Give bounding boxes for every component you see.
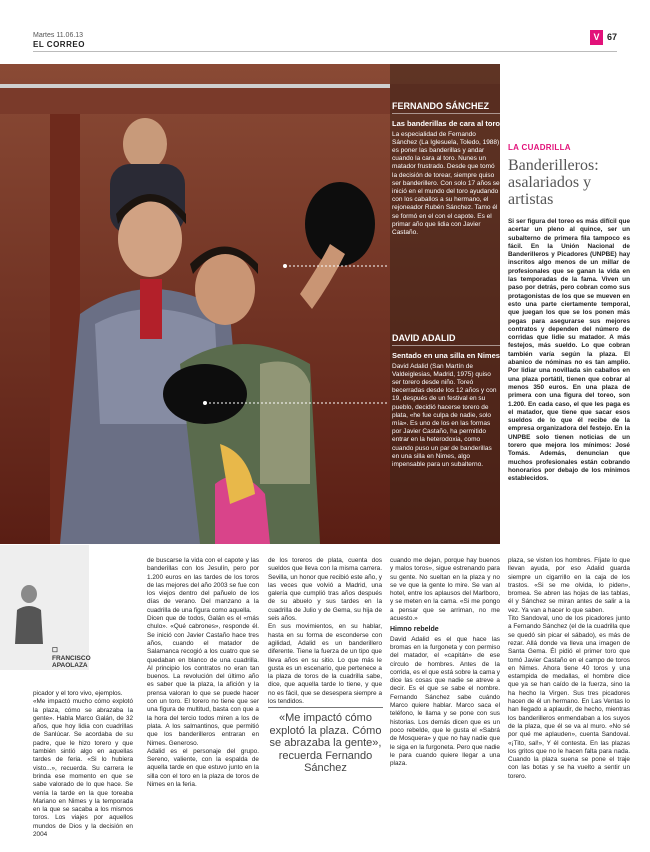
caption-rule — [392, 345, 500, 346]
caption-david-adalid — [392, 333, 500, 469]
body-column-4 — [390, 557, 500, 847]
paragraph: plaza, se visten los hombres. Fíjate lo que llevan ayuda, por eso Adalid guarda siempre un cigarrillo en la caja de los trastos. «Si se me olvida, lo piden», bromea. Se abren las hojas de las tablas, él y Sánchez se miran antes de salir a la vez. Ya van a hacer lo que saben. — [508, 557, 630, 614]
pull-quote: «Me impactó cómo explotó la plaza. Cómo se abrazaba la gente», recuerda Fernando Sánchez — [269, 712, 382, 774]
section-tag: LA CUADRILLA — [508, 143, 571, 152]
paragraph: de los toreros de plata, cuenta dos sueldos que lleva con la misma carrera. Sevilla, un honor que recibió este año, y las veces que volvió a Madrid, una galería que cumplió tras años después de su abuelo y sus tardes en la cuadrilla de Julio y de Gema, su hija de seis años. — [268, 557, 382, 623]
body-column-5 — [508, 557, 630, 847]
caption-body: La especialidad de Fernando Sánchez (La Iglesuela, Toledo, 1988) es poner las banderillas y andar cuando la cara al toro. Nunes un matador frustrado. Desde que tomó la decisión de torear, siempre quiso ser banderillero. Con solo 17 años se inició en el mundo del toro ayudando con los caballos a su hermano, el rejoneador Rubén Sánchez. Tamo él se formó en el con el capote. Es el primar año que lidia con Javier Castaño. — [392, 130, 500, 236]
author-byline — [52, 647, 97, 670]
author-avatar — [12, 582, 46, 644]
paragraph: Dicen que de todos, Galán es el «más chulo». «Qué cabrones», responde él. Se inició con Javier Castaño hace tres años, cuando el matador de Salamanca recogió a los cuatro que se quedaban en blanco de una cuadrilla. Al principio los contratos no eran tan buenos. La revolución del último año es saber que la plaza, la afición y la prensa valoran lo que se puede hacer con un toro. El torero no tiene que ser una figura de multitud, basta con que a la hora del tercio todos miren a los de plata. A los salmantinos, que permitió que los banderilleros entraran en Nimes. Generoso. — [147, 615, 259, 747]
subheading: Himno rebelde — [390, 626, 439, 634]
paragraph: de buscarse la vida con el capote y las banderillas con los Jesulín, pero por 1.200 euros en las tardes de los toros de las mejores del año 2003 se fue con los viejos dentro del pañuelo de los días de verano. Del manzano a la cuadrilla de una figura como aquella. — [147, 557, 259, 614]
author-name: APAOLAZA — [52, 662, 88, 669]
caption-body: David Adalid (San Martín de Valdeiglesias, Madrid, 1975) quiso ser torero desde niño. Toreó becerradas desde los 12 años y con 19, después de un festival en su pueblo, decidió hacerse torero de plata, «he fue culpa de nadie, solo mía». Es uno de los en las formas por Javier Castaño, ha permitido entrar en la heterodoxia, como cuando puso un par de banderillas en una silla en Nimes, algo impensable para un subalterno. — [392, 362, 497, 468]
paragraph: En sus movimientos, en su hablar, hasta en su forma de esconderse con agilidad, Adalid es un banderillero diferente. Tiene la fuerza de un tipo que lleva años en su sitio. Lo que más le gusta es un escenario, que pertenece a la plaza de toros de la cuadrilla sabe, dice, que aquella tarde lo tiene, y que no es fácil, que se desespera siempre a los tendidos. — [268, 623, 382, 706]
section-badge: V — [590, 30, 603, 45]
body-column-2 — [147, 557, 259, 789]
paragraph: David Adalid es el que hace las bromas en la furgoneta y con permiso del matador, el «capitán» de ese círculo de hombres. Antes de la corrida, es el que está sobre la cama y dice las cosas que nadie se atreve a decir. Es el que se sabe el nombre. Fernando Sánchez sabe cuándo Marco quiere hablar. Marco saca el teléfono, le llama y se pone con sus historias. Los demás dicen que es un poco rebelde, que le gusta el «Sabrá de Mosquera» y que no hay nadie que le siga en la furgoneta. Pero que nadie le para cuando quiere llegar a una plaza. — [390, 635, 500, 768]
header-date: Martes 11.06.13 — [33, 32, 84, 39]
caption-name: FERNANDO SÁNCHEZ — [392, 101, 490, 111]
right-column-text — [508, 218, 630, 484]
caption-name: DAVID ADALID — [392, 333, 456, 343]
newspaper-name: EL CORREO — [33, 40, 85, 49]
paragraph: Tito Sandoval, uno de los picadores junto a Fernando Sánchez (el de la cuadrilla que se quedó sin picar el sábado), es más de rezar. Allá donde va lleva una imagen de Santa Gema. Él pidió el primer toro que tomó Javier Castaño en el campo de toros en Nimes. Ahora tiene 40 toros y una estampida de medallas, el hombre dice que ya se han caído de la fuerza, sino la ha hecho la Virgen. Sus tres picadores hacen de él un hermano. En Las Ventas lo han llegado a aplaudir, de hecho, mientras los banderilleros enmendaban a los suyos de la plaza, que él se va al muro. «No sé por qué me aplauden», cuenta Sandoval. «¡Tito, sal!», Y él contesta. En las plazas los gritos que no le hacen falta para nada. Cuando la plaza suena se pone el traje con las botas y se ha vuelto a sentir un torero. — [508, 615, 630, 780]
article-title: Banderilleros: asalariados y artistas — [508, 157, 599, 208]
paragraph: Adalid es el personaje del grupo. Sereno, valiente, con la espalda de aquella tarde en que estuvo junto en la silla con el toro en la plaza de toros de Nimes en la feria. — [147, 747, 259, 789]
caption-headline: Sentado en una silla en Nimes — [392, 351, 500, 360]
body-column-1 — [33, 690, 133, 839]
body-column-3 — [268, 557, 382, 707]
paragraph: «Me impactó mucho cómo explotó la plaza, cómo se abrazaba la gente». Habla Marco Galán, de 32 años, que hoy lidia con cuadrillas de Sanlúcar. Se acordaba de su padre, que le hizo torero y que también sintió algo en aquellas tardes de feria. «Si lo hubiera visto...», recuerda. Su carrera le brinda ese momento en que se sabe valorado de lo que hace. Se venía la tarde en la que toreaba Mariano en Nimes y la temporada en la que se sacaba a los mismos toros. Los viajes por aquellos mundos de Dios y la decisión en 2004 — [33, 698, 133, 839]
caption-headline: Las banderillas de cara al toro — [392, 119, 500, 128]
caption-rule — [392, 113, 500, 114]
paragraph: cuando me dejan, porque hay buenos y malos toros», sigue estrenando para su gente. No sueltan en la plaza y no se ve que la gente lo mire. Se van al hotel, entre los aplausos del Marlboro, y se meten en la cama. «Si me pongo a pensar que se arriman, no me acuesto.» — [390, 557, 500, 623]
header-rule — [33, 51, 617, 52]
quote-rule-top — [268, 707, 383, 708]
author-prefix: ☐ FRANCISCO — [52, 647, 91, 662]
paragraph: picador y el toro vivo, ejemplos. — [33, 690, 123, 697]
caption-fernando-sanchez — [392, 101, 500, 237]
page-number: 67 — [607, 32, 618, 42]
lead-paragraph: Si ser figura del toreo es más difícil que acertar un pleno al quince, ser un subalterno de primera fila tampoco es fácil. En la Unión Nacional de Banderilleros y Picadores (UNPBE) hay inscritos algo menos de un millar de profesionales que se ganan la vida en las temporadas de la fama. Viven un paso por detrás, pero cobran como sus protagonistas de los que se mueven en esto una parte ciertamente temporal, que juegan los que se los ponen más pegas para asegurarse sus mejores contratos y dependen del número de corridas que lidie su matador. A más festejos, más sueldo. Lo que cobran también varía según la plaza. El abanico de nóminas no es tan amplio. Por lidiar una novillada sin caballos en una plaza portátil, tienen que cobrar al menos 350 euros. En una plaza de primera con una figura del toreo, son 1.200. En cada caso, el que les paga es el matador, que tiene que sacar esos sueldos de lo que él recibe de la empresa organizadora del festejo. En la UNPBE solo tienen noticias de un torero que mejora los mínimos: José Tomás. Además, denuncian que muchos profesionales están cobrando honorarios por debajo de los mínimos establecidos. — [508, 218, 630, 483]
